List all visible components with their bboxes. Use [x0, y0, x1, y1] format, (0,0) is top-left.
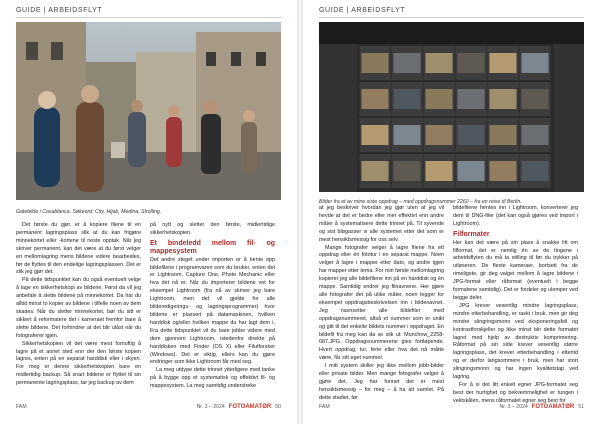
- magazine-label: FAM: [319, 404, 330, 410]
- lightroom-screenshot: [319, 22, 584, 192]
- thumbnail-image[interactable]: [362, 89, 389, 109]
- page-number: 51: [578, 404, 584, 410]
- thumbnail-image[interactable]: [522, 125, 549, 145]
- magazine-label: FAM: [16, 404, 27, 410]
- photo-caption: Gatebilde i Casablanca. Søkeord: City, Hijab, Medina, Strolling.: [16, 209, 162, 215]
- section-heading: Et bindeledd mellom fil- og mappesystem: [150, 239, 275, 255]
- thumbnail-image[interactable]: [458, 125, 485, 145]
- paragraph: For å si det litt enkelt egner JPG-formatet seg best der hurtighet og bekvemmelighet er tungen i vektskålen, mens råformatet egner seg best for: [453, 381, 578, 404]
- thumbnail-image[interactable]: [362, 125, 389, 145]
- thumbnail-image[interactable]: [362, 161, 389, 181]
- page-number: 50: [275, 404, 281, 410]
- thumbnail-image[interactable]: [394, 125, 421, 145]
- paragraph: bildefilene hentes inn i Lightroom, konverterer jeg dem til DNG-filer (det kan også gjøres ved import i Lightroom).: [453, 205, 578, 227]
- thumbnail-image[interactable]: [394, 89, 421, 109]
- header-divider: [319, 17, 584, 18]
- body-columns: [16, 222, 275, 391]
- paragraph: JPG krever vesentlig mindre lagringsplass, mindre etterbehandling, er raskt i bruk, men gir deg mindre slingringsmonn ved eksponeringsfeil og kontrastforskjeller og ikke minst blir dette formatet lagret med hjelp av destruktiv komprimering. Råformat på sin side krever vesentlig større lagringsplass, det krever etterbehandling i ettertid og er derfor langsommere i bruk, men har stort slingringsmonn og har ingen kvalitetstap ved lagring.: [453, 302, 578, 381]
- thumbnail-image[interactable]: [362, 53, 389, 73]
- lightroom-right-panel: [554, 44, 584, 192]
- thumbnail-image[interactable]: [458, 53, 485, 73]
- body-columns: [319, 205, 578, 406]
- page-footer: [319, 404, 584, 410]
- thumbnail-image[interactable]: [490, 161, 517, 181]
- text-column-1: [319, 205, 444, 406]
- thumbnail-image[interactable]: [458, 89, 485, 109]
- paragraph: La meg utdype dette trinnet ytterligere med tanke på å bygge opp et systematisk og effektivt fil- og mappesystem. La meg samtidig understreke: [150, 367, 275, 390]
- thumbnail-image[interactable]: [490, 53, 517, 73]
- thumbnail-image[interactable]: [490, 125, 517, 145]
- paragraph: I mitt system skiller jeg ikke mellom jobb-bilder eller private bilder. Men mange fotografer velger å gjøre det. Jeg har funnet det er mest hensiktsmessig – for meg – å ha alt samlet. På dette stadiet, før: [319, 363, 444, 401]
- photo-caption: Bilder fra et av mine siste oppdrag – med oppdragsnummer 2260 – fra en reise til Berlin.: [319, 199, 522, 205]
- thumbnail-image[interactable]: [522, 161, 549, 181]
- paragraph: Her kan det være på sin plass å snakke litt om filformat, det er nemlig én av de tingene i arbeidsflyten du må ta stilling til før du trykker på utløseren. De fleste kameraer, bortsett fra de rimeligste, gir deg valget mellom å lagre bildene i JPG-format eller råformat (eventuelt i begge formatene samtidig). Det er fordeler og ulemper ved begge deler.: [453, 239, 578, 301]
- thumbnail-grid: [359, 46, 552, 190]
- page-header: GUIDE | ARBEIDSFLYT: [16, 7, 103, 14]
- paragraph: Det første du gjør, er å kopiere filene til en permanent lagringsplass slik at du kan frigjøre minnekortet eller -kortene til neste opptak. Når jeg skriver permanent, kan det være at du først velger en mellomlagring mens bildene videre bearbeides, før de flyttes til den endelige lagringsplassen. Det er slik jeg gjør det.: [16, 222, 141, 276]
- thumbnail-image[interactable]: [490, 89, 517, 109]
- street-photo: [16, 22, 281, 200]
- thumbnail-image[interactable]: [522, 53, 549, 73]
- page-footer: [16, 404, 281, 410]
- thumbnail-image[interactable]: [394, 53, 421, 73]
- text-column-2: [453, 205, 578, 406]
- thumbnail-image[interactable]: [426, 53, 453, 73]
- paragraph: Det andre steget under importen er å hente opp bildefilene i programvaren som du bruker, enten det er Lightroom, Capture One, Photo Mechanic eller hva det nå er. Når du importerer bildene vet for eksempel Lightroom (fra nå av skriver jeg bare Lightroom, men det vil gjelde for alle bilderedigerings- og lagringsprogrammer) hvor bildene er plassert på datamaskinen, hvilken harddisk og/eller hvilken mappe du har lagt dem i. Fra dette tidspunktet vil du bare jobbe videre med dem gjennom Lightroom, istedenfor direkte på harddisken med Finder (OS X) eller Filutforsker (Windows). Det er viktig, ellers kan du gjøre endringer som ikke Lightroom får med seg.: [150, 256, 275, 366]
- brand-logo: FOTOAMATØR: [531, 404, 575, 410]
- thumbnail-image[interactable]: [426, 125, 453, 145]
- paragraph: Mange fotografer velger å lagre filene fra ett oppdrag eller én fototur i en separat mappe. Noen velger å lagre i mapper etter dato, og andre igjen har mapper etter tema. For min første mellomlagring kopierer jeg alle bildefilene inn på en harddisk og én mappe. Samtidig endrer jeg filnavnene. Her gjøre alle fotografer det på ulike måter, noen legger for eksempel oppdragsbeskrivelsen inn i bildenavnet. Jeg navnsetter alle bildefiler med oppdragsnummeret, altså et nummer som er unikt og gitt til det enkelte bildets nummer i oppdraget. En bildefil fra meg kan da se slik ut: Munchow_2258-087.JPG. Oppdragsnummerene gies fortløpende. Hvert oppdrag, tur, ferie eller hva det nå måtte være, får sitt eget nummer.: [319, 244, 444, 362]
- brand-logo: FOTOAMATØR: [228, 404, 272, 410]
- page-header: GUIDE | ARBEIDSFLYT: [319, 7, 406, 14]
- lightroom-toolbar: [319, 22, 584, 44]
- paragraph: På dette tidspunktet kan du også eventuelt velge å lage en sikkerhetskopi av bildene. Først da vil jeg anbefale å slette bildene på minnekortet. Da har du alltid minst to kopier av bildene i tilfelle noen av dem skades. Når du sletter minnekortet, bør du sitt er sikkert å reformatere det i kameraet fremfor bare å slette bildene. Det forhindrer at det blir ulåst når du fotograferer igjen.: [16, 277, 141, 339]
- thumbnail-image[interactable]: [458, 161, 485, 181]
- issue-label: Nr. 3 – 2024: [499, 404, 528, 410]
- lightroom-left-panel: [319, 44, 357, 192]
- paragraph: på nytt og sletter den første, midlertidige sikkerhetskopien.: [150, 222, 275, 236]
- paragraph: Sikkerhetskopien vil det være mest fornuftig å lagre på et annet sted enn der den første kopien lagres, enten på en separat harddisk eller i skyen. For meg er denne sikkerhetskopien bare en midlertidig backup. Så snart bildene er flyttet til sin permanente lagringsplass, tar jeg backup av dem: [16, 340, 141, 387]
- thumbnail-image[interactable]: [426, 161, 453, 181]
- paragraph: at jeg beskriver hvordan jeg gjør uten at jeg vil hevde at det er bedre eller mer effektivt enn andre måter å systematisere dette trinnet på. Til syvende og sist bløgasser vi alle systemet etter det som er mest hensiktsmessig for oss selv.: [319, 205, 444, 243]
- thumbnail-image[interactable]: [522, 89, 549, 109]
- issue-label: Nr. 3 – 2024: [196, 404, 225, 410]
- text-column-2: [150, 222, 275, 391]
- section-heading: Filformater: [453, 230, 490, 238]
- right-page: [303, 0, 600, 424]
- header-divider: [16, 17, 281, 18]
- text-column-1: [16, 222, 141, 391]
- left-page: [0, 0, 297, 424]
- thumbnail-image[interactable]: [426, 89, 453, 109]
- thumbnail-image[interactable]: [394, 161, 421, 181]
